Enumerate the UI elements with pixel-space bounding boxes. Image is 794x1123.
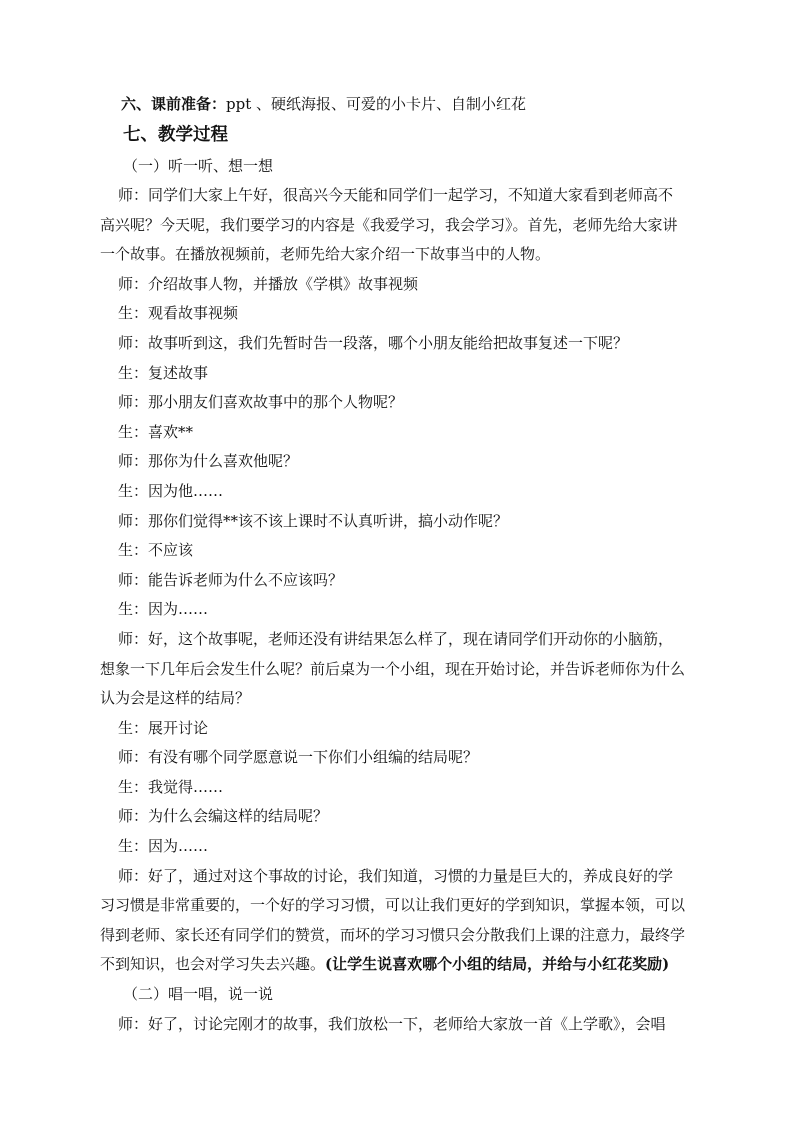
text-line: 师：故事听到这，我们先暂时告一段落，哪个小朋友能给把故事复述一下呢？ (118, 333, 629, 352)
text-line-normal: 不到知识，也会对学习失去兴趣。 (100, 955, 326, 974)
text-line: 师：好了，讨论完刚才的故事，我们放松一下，老师给大家放一首《上学歌》，会唱 (118, 1014, 666, 1033)
document-page (100, 91, 708, 1039)
text-line: 师：那小朋友们喜欢故事中的那个人物呢？ (118, 393, 404, 412)
body-paragraphs (100, 181, 708, 980)
text-line: 师：为什么会编这样的结局呢？ (118, 807, 329, 826)
text-line: 生：因为…… (118, 837, 209, 856)
section-7-title: 七、教学过程 (123, 125, 228, 145)
text-line: 师：好，这个故事呢，老师还没有讲结果怎么样了，现在请同学们开动你的小脑筋， (118, 629, 674, 648)
text-line-mixed (100, 950, 708, 980)
part-2-title: （二）唱一唱，说一说 (123, 985, 274, 1004)
text-line: 生：因为他…… (118, 481, 224, 500)
text-line: 师：好了，通过对这个事故的讨论，我们知道，习惯的力量是巨大的，养成良好的学 (118, 866, 674, 885)
section-6-label: 六、课前准备： (121, 95, 227, 113)
text-line: 生：喜欢** (118, 422, 194, 441)
text-line: 师：介绍故事人物，并播放《学棋》故事视频 (118, 274, 419, 293)
text-line: 师：能告诉老师为什么不应该吗？ (118, 570, 344, 589)
teacher-note-bold: (让学生说喜欢哪个小组的结局，并给与小红花奖励) (325, 955, 670, 974)
text-line: 师：同学们大家上午好，很高兴今天能和同学们一起学习，不知道大家看到老师高不 (118, 186, 674, 204)
text-line: 生：我觉得…… (118, 777, 224, 796)
section-6-heading (118, 91, 708, 117)
text-line: 习习惯是非常重要的，一个好的学习习惯，可以让我们更好的学到知识，掌握本领，可以 (100, 896, 686, 915)
text-line: 认为会是这样的结局？ (100, 689, 251, 708)
text-line: 生：复述故事 (118, 363, 209, 382)
text-line: 师：那你为什么喜欢他呢？ (118, 452, 299, 471)
text-line: 想象一下几年后会发生什么呢？前后桌为一个小组，现在开始讨论，并告诉老师你为什么 (100, 659, 686, 678)
section-6-content: ppt 、硬纸海报、可爱的小卡片、自制小红花 (226, 95, 527, 113)
text-line: 一个故事。在播放视频前，老师先给大家介绍一下故事当中的人物。 (100, 245, 551, 264)
text-line: 生：因为…… (118, 600, 209, 619)
text-line: 得到老师、家长还有同学们的赞赏，而坏的学习习惯只会分散我们上课的注意力，最终学 (100, 925, 686, 944)
text-line: 生：不应该 (118, 541, 194, 560)
text-line: 生：展开讨论 (118, 718, 209, 737)
part-1-title: （一）听一听、想一想 (123, 157, 274, 175)
text-line: 生：观看故事视频 (118, 304, 239, 323)
text-line: 师：有没有哪个同学愿意说一下你们小组编的结局呢？ (118, 748, 479, 767)
text-line: 师：那你们觉得**该不该上课时不认真听讲，搞小动作呢？ (118, 511, 509, 530)
text-line: 高兴呢？今天呢，我们要学习的内容是《我爱学习，我会学习》。首先，老师先给大家讲 (100, 215, 678, 234)
